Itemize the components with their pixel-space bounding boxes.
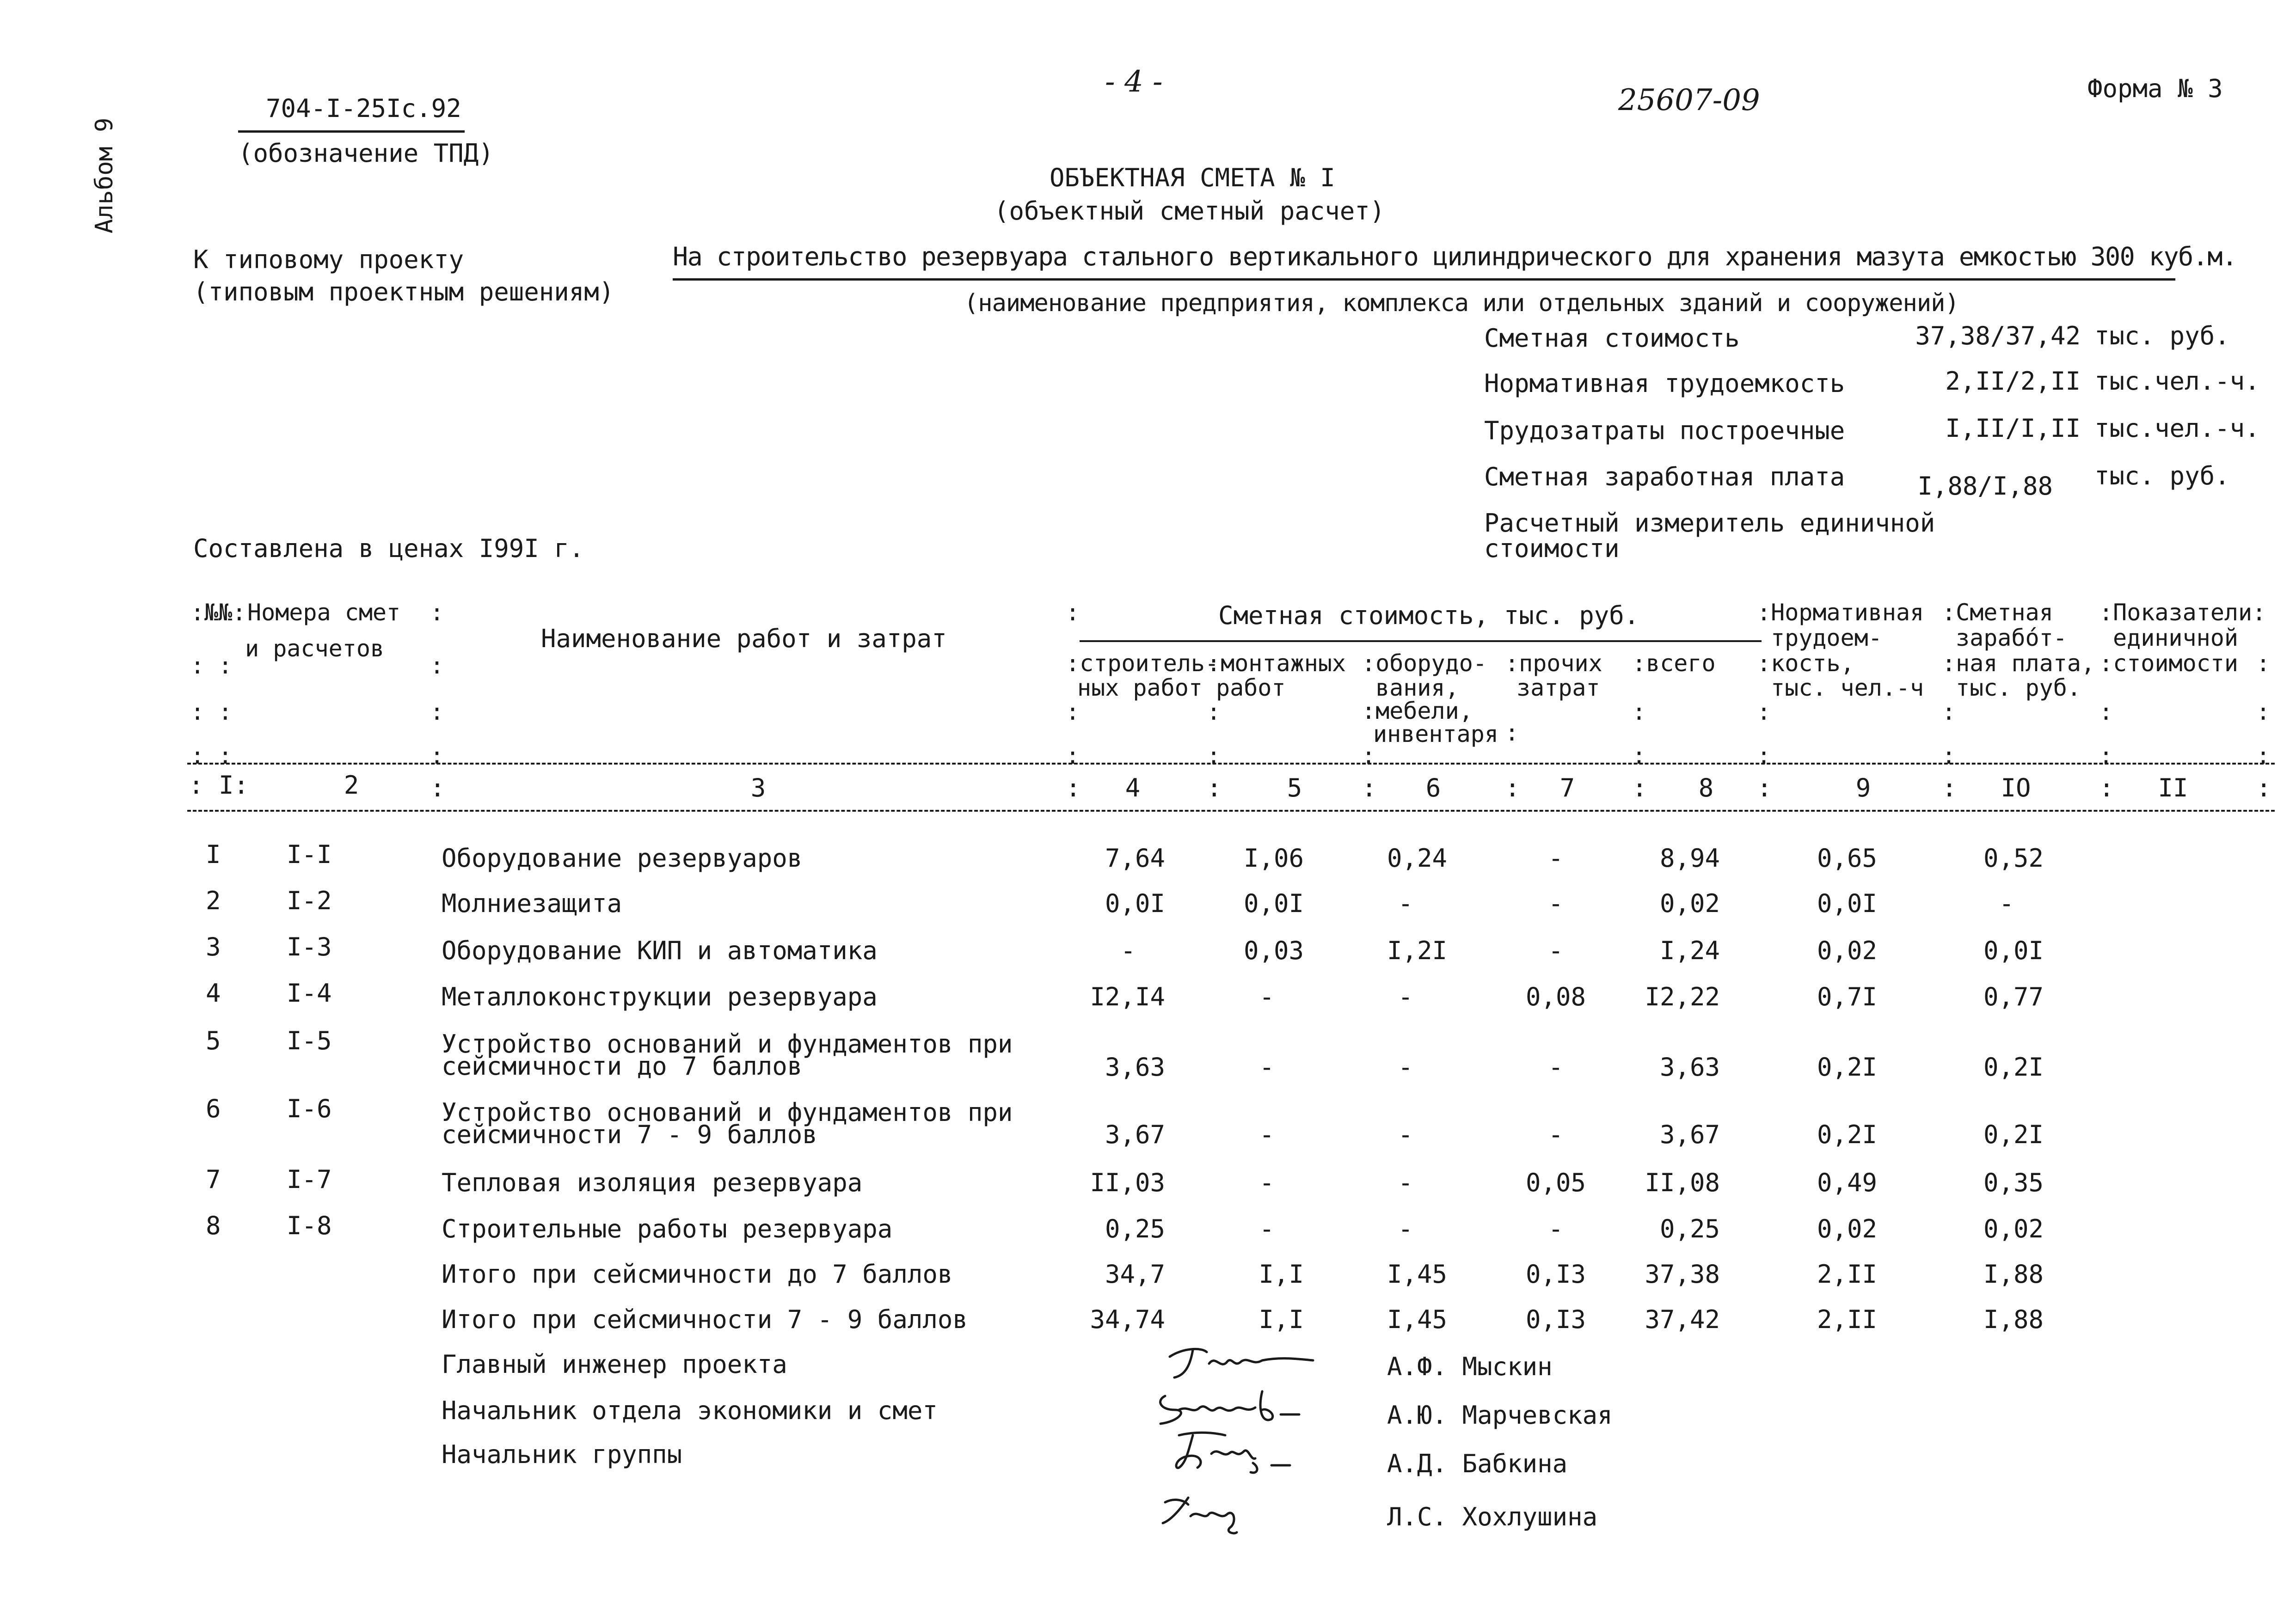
row-name: Оборудование КИП и автоматика [442,936,878,965]
row-construction: 7,64 [1105,844,1165,873]
page-number: - 4 - [1105,65,1163,99]
document-code-caption: (обозначение ТПД) [238,139,494,168]
total-installation: I,I [1259,1260,1304,1289]
header-colon: : [1207,698,1221,725]
header-colon: : [2256,650,2271,677]
row-labor: 0,2I [1817,1053,1877,1082]
col-number: : [1505,773,1520,802]
header-col10-line4: тыс. руб. [1956,674,2081,701]
handwritten-signature [1165,1338,1318,1384]
signature-role: Начальник отдела экономики и смет [442,1396,938,1425]
row-construction: II,03 [1090,1168,1165,1197]
header-col10-line3: :ная плата, [1942,650,2095,677]
header-colon: : [1942,742,1956,769]
col-number: : [1757,773,1772,802]
header-col11-line2: единичной [2113,624,2238,651]
row-name: Металлоконструкции резервуара [442,982,878,1011]
row-other: 0,08 [1525,982,1586,1011]
row-equipment: - [1398,1214,1413,1243]
header-colon: : [1362,742,1376,769]
row-total: 8,94 [1659,844,1720,873]
project-label: К типовому проекту [193,245,464,274]
col-number: 5 [1287,773,1302,802]
row-name-cont: сейсмичности до 7 баллов [442,1052,803,1081]
row-installation: - [1259,1120,1275,1149]
handwritten-signature [1160,1426,1318,1481]
row-name: Молниезащита [442,889,622,918]
header-colon: : [1066,742,1080,769]
col-number: IO [2001,773,2031,802]
row-total: I2,22 [1645,982,1720,1011]
row-equipment: - [1398,1120,1413,1149]
row-code: I-7 [287,1165,332,1194]
total-construction: 34,74 [1090,1305,1165,1334]
row-number: 6 [206,1094,221,1123]
summary-label-labor-norm: Нормативная трудоемкость [1484,369,1845,398]
row-construction: 0,25 [1105,1214,1165,1243]
unit-meter-label-2: стоимости [1484,534,1620,563]
header-col9-line4: тыс. чел.-ч [1771,674,1924,701]
header-col2-line2: и расчетов [245,635,385,662]
summary-value-labor-norm: 2,II/2,II [1945,367,2081,396]
row-name: Устройство оснований и фундаментов при [442,1029,1013,1059]
header-colon: : [1757,742,1771,769]
summary-label-labor-site: Трудозатраты построечные [1484,416,1845,445]
row-wages: 0,2I [1983,1053,2044,1082]
album-label: Альбом 9 [91,117,118,233]
col-number: : [1362,773,1377,802]
col-number: : I: [189,771,249,800]
col-number: 2 [344,771,359,800]
header-col11-line1: :Показатели: [2099,599,2266,626]
total-wages: I,88 [1983,1260,2044,1289]
header-colon: : [1207,742,1221,769]
row-name: Строительные работы резервуара [442,1214,893,1243]
summary-unit-labor-site: тыс.чел.-ч. [2094,414,2260,443]
row-construction: 3,67 [1105,1120,1165,1149]
header-colon: : [430,599,444,626]
col-number: 9 [1855,773,1871,802]
row-total: 0,02 [1659,889,1720,918]
registration-number: 25607-09 [1618,83,1760,117]
summary-unit-wages: тыс. руб. [2094,461,2230,490]
row-installation: 0,03 [1243,936,1304,965]
document-code-underline [238,130,465,133]
header-col11-line3: :стоимости [2099,650,2239,677]
total-other: 0,I3 [1525,1305,1586,1334]
header-colon: : [1505,719,1519,746]
row-installation: - [1259,1214,1275,1243]
row-labor: 0,02 [1817,936,1877,965]
header-col7-line1: :прочих [1505,650,1602,677]
row-total: II,08 [1645,1168,1720,1197]
header-colon: : [430,698,444,725]
row-labor: 0,0I [1817,889,1877,918]
header-col7-line2: затрат [1516,674,1600,701]
row-other: - [1548,1053,1564,1082]
header-col10-line2: зарабо́т- [1956,624,2067,651]
header-colon: : [430,742,444,769]
header-colon: : [430,652,444,679]
header-col5-line2: работ [1216,674,1286,701]
row-total: I,24 [1659,936,1720,965]
header-colon: : [2099,742,2113,769]
row-equipment: 0,24 [1387,844,1447,873]
header-colon: : [1066,698,1080,725]
row-labor: 0,2I [1817,1120,1877,1149]
row-installation: - [1259,982,1275,1011]
signatory-name: А.Ю. Марчевская [1387,1401,1613,1430]
total-name: Итого при сейсмичности 7 - 9 баллов [442,1305,968,1334]
col-number: : [2256,773,2271,802]
signatory-name: А.Ф. Мыскин [1387,1352,1553,1381]
header-colon: : : [190,742,233,769]
header-col6-line2: вания, [1375,674,1459,701]
project-label-sub: (типовым проектным решениям) [193,277,614,306]
total-total: 37,42 [1645,1305,1720,1334]
row-number: 8 [206,1211,221,1240]
row-code: I-8 [287,1211,332,1240]
header-col4-line2: ных работ [1077,674,1203,701]
total-equipment: I,45 [1387,1260,1447,1289]
row-labor: 0,65 [1817,844,1877,873]
row-equipment: - [1398,889,1413,918]
header-cost-group: Сметная стоимость, тыс. руб. [1218,601,1639,630]
header-colon: : [1757,698,1771,725]
total-labor: 2,II [1817,1305,1877,1334]
header-colon: : : [190,652,233,679]
row-total: 3,67 [1659,1120,1720,1149]
row-other: - [1548,1120,1564,1149]
header-colon: : [1632,742,1646,769]
row-number: I [206,840,221,869]
row-number: 4 [206,979,221,1008]
header-col6-line3: :мебели, [1362,698,1473,724]
col-number: : [1632,773,1647,802]
handwritten-signature [1156,1488,1271,1539]
row-wages: 0,2I [1983,1120,2044,1149]
total-installation: I,I [1259,1305,1304,1334]
row-total: 0,25 [1659,1214,1720,1243]
header-col6-line4: инвентаря [1373,721,1498,747]
row-other: - [1548,844,1564,873]
header-col10-line1: :Сметная [1942,599,2053,626]
row-code: I-2 [287,886,332,915]
header-cost-group-rule [1080,640,1762,642]
row-wages: 0,0I [1983,936,2044,965]
total-labor: 2,II [1817,1260,1877,1289]
col-number: : [430,773,445,802]
row-total: 3,63 [1659,1053,1720,1082]
total-name: Итого при сейсмичности до 7 баллов [442,1260,953,1289]
row-installation: 0,0I [1243,889,1304,918]
handwritten-signature [1147,1382,1332,1433]
row-name: Оборудование резервуаров [442,844,803,873]
header-col1: :№№: [190,599,246,626]
header-col9-line3: :кость, [1757,650,1854,677]
row-code: I-I [287,840,332,869]
row-other: - [1548,889,1564,918]
summary-value-wages: I,88/I,88 [1917,471,2053,501]
row-installation: I,06 [1243,844,1304,873]
row-number: 5 [206,1026,221,1055]
row-construction: I2,I4 [1090,982,1165,1011]
row-installation: - [1259,1168,1275,1197]
row-construction: 3,63 [1105,1053,1165,1082]
header-bottom-rule [187,763,2275,765]
row-equipment: - [1398,1168,1413,1197]
total-construction: 34,7 [1105,1260,1165,1289]
col-number: 4 [1125,773,1141,802]
row-code: I-5 [287,1026,332,1055]
header-col6-line1: :оборудо- [1362,650,1487,677]
header-colon: : [1632,698,1646,725]
col-number: : [2099,773,2114,802]
row-wages: 0,02 [1983,1214,2044,1243]
header-colon: : [1942,698,1956,725]
project-name-caption: (наименование предприятия, комплекса или отдельных зданий и сооружений) [964,289,1959,317]
summary-value-labor-site: I,II/I,II [1945,414,2081,443]
row-other: - [1548,936,1564,965]
col-number: II [2158,773,2188,802]
summary-label-wages: Сметная заработная плата [1484,462,1845,491]
row-number: 2 [206,886,221,915]
form-label: Форма № 3 [2087,74,2223,103]
row-code: I-6 [287,1094,332,1123]
row-equipment: - [1398,982,1413,1011]
signatory-name: А.Д. Бабкина [1387,1449,1568,1478]
header-colon: : [2256,698,2271,725]
unit-meter-label: Расчетный измеритель единичной [1484,508,1935,538]
estimate-title: ОБЪЕКТНАЯ СМЕТА № I [1050,163,1335,192]
header-col4-line1: :строитель- [1066,650,1219,677]
header-col5-line1: :монтажных [1207,650,1346,677]
summary-unit-cost: тыс. руб. [2094,321,2230,350]
estimate-subtitle: (объектный сметный расчет) [994,196,1385,226]
col-number: 3 [750,773,766,802]
header-col3: Наименование работ и затрат [541,624,947,653]
row-labor: 0,7I [1817,982,1877,1011]
row-labor: 0,49 [1817,1168,1877,1197]
total-other: 0,I3 [1525,1260,1586,1289]
header-colon: : : [190,698,233,725]
row-construction: - [1120,936,1136,965]
col-number: : [1066,773,1081,802]
row-other: 0,05 [1525,1168,1586,1197]
col-number: 7 [1559,773,1575,802]
row-equipment: I,2I [1387,936,1447,965]
row-other: - [1548,1214,1564,1243]
col-number: 6 [1425,773,1441,802]
col-number: 8 [1698,773,1714,802]
row-construction: 0,0I [1105,889,1165,918]
prices-note: Составлена в ценах I99I г. [193,534,584,563]
summary-unit-labor-norm: тыс.чел.-ч. [2094,367,2260,396]
project-name: На строительство резервуара стального вертикального цилиндрического для хранения мазута емкостью 300 куб.м. [673,242,2237,271]
total-wages: I,88 [1983,1305,2044,1334]
row-name-cont: сейсмичности 7 - 9 баллов [442,1120,817,1149]
total-total: 37,38 [1645,1260,1720,1289]
row-labor: 0,02 [1817,1214,1877,1243]
row-wages: 0,52 [1983,844,2044,873]
header-col2-line1: Номера смет [247,599,401,626]
header-col8: :всего [1632,650,1716,677]
row-equipment: - [1398,1053,1413,1082]
header-col9-line1: :Нормативная [1757,599,1924,626]
summary-label-cost: Сметная стоимость [1484,324,1740,353]
row-number: 7 [206,1165,221,1194]
header-colon: : [2256,742,2271,769]
header-colon: : [2099,698,2113,725]
row-name: Тепловая изоляция резервуара [442,1168,863,1197]
signature-role: Главный инженер проекта [442,1350,787,1379]
header-col9-line2: трудоем- [1771,624,1882,651]
row-number: 3 [206,932,221,961]
row-installation: - [1259,1053,1275,1082]
col-number: : [1942,773,1957,802]
row-code: I-4 [287,979,332,1008]
signatory-name: Л.С. Хохлушина [1387,1502,1598,1531]
row-wages: 0,35 [1983,1168,2044,1197]
project-name-underline [673,278,2175,281]
column-number-rule [187,810,2275,812]
header-colon: : [1066,599,1080,626]
total-equipment: I,45 [1387,1305,1447,1334]
row-wages: - [1999,889,2014,918]
row-wages: 0,77 [1983,982,2044,1011]
summary-value-cost: 37,38/37,42 [1915,321,2081,350]
col-number: : [1207,773,1222,802]
row-name: Устройство оснований и фундаментов при [442,1098,1013,1127]
row-code: I-3 [287,932,332,961]
document-code: 704-I-25Ic.92 [266,94,461,123]
signature-role: Начальник группы [442,1440,682,1469]
